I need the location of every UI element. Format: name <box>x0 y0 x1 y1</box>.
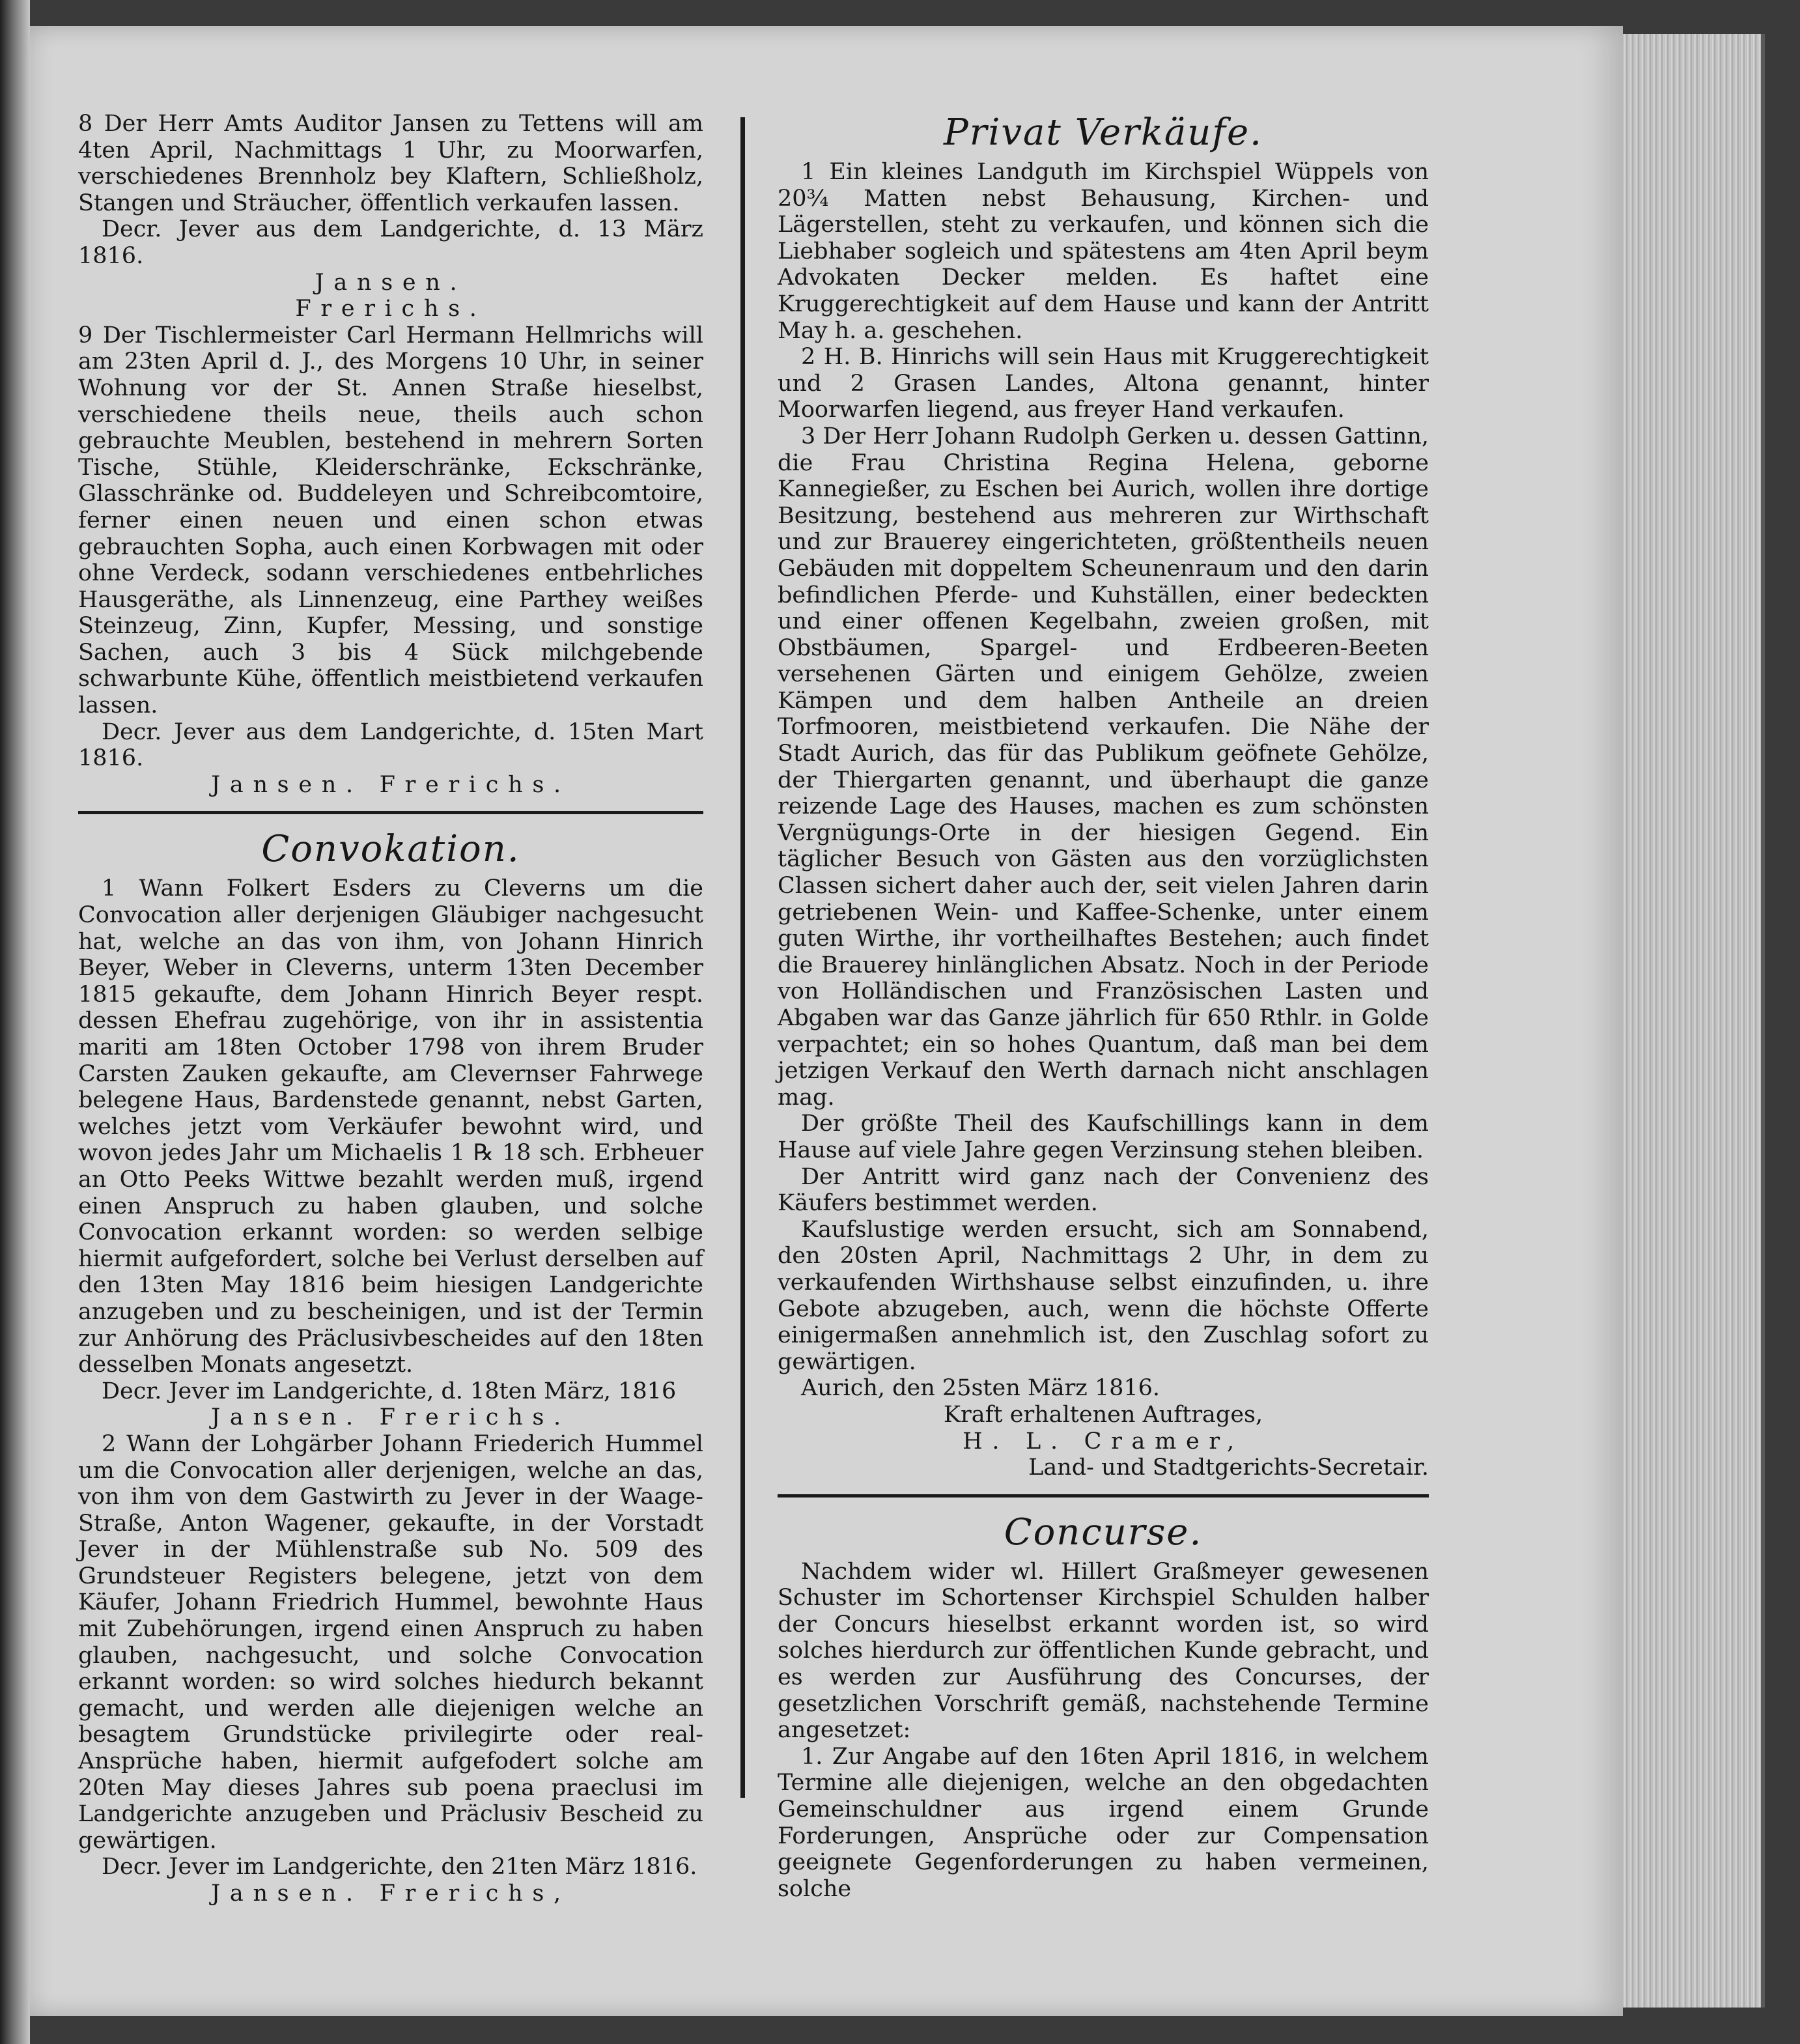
book-spine-left <box>0 0 30 2044</box>
convocation-2-text: 2 Wann der Lohgärber Johann Friederich Hummel um die Convocation aller derjenigen, welche an das, von ihm von dem Gastwirth zu Jever in der Waage-Straße, Anton Wagener, gekaufte, in der Vorstadt Jever in der Mühlenstraße sub No. 509 des Grundsteuer Registers belegene, jetzt von dem Käufer, Johann Friedrich Hummel, bewohnte Haus mit Zubehörungen, irgend einen Anspruch zu haben glauben, nachgesucht, und solche Convocation erkannt worden: so wird solches hiedurch bekannt gemacht, und werden alle diejenigen welche an besagtem Grundstücke privilegirte oder real-Ansprüche haben, hiermit aufgefodert solche am 20ten May dieses Jahres sub poena praeclusi im Landgerichte anzugeben und Präclusiv Bescheid zu gewärtigen. <box>78 1430 703 1854</box>
right-column <box>778 104 1429 1902</box>
left-column <box>78 111 703 1907</box>
notice-8-decree: Decr. Jever aus dem Landgerichte, d. 13 März 1816. <box>78 216 703 269</box>
concurse-text: Nachdem wider wl. Hillert Graßmeyer gewesenen Schuster im Schortenser Kirchspiel Schulden halber der Concurs hieselbst erkannt worden ist, so wird solches hierdurch zur öffentlichen Kunde gebracht, und es werden zur Ausführung des Concurses, der gesetzlichen Vorschrift gemäß, nachstehende Termine angesetzet: <box>778 1558 1429 1744</box>
section-rule-right <box>778 1494 1429 1498</box>
sale-signer: H. L. Cramer, <box>963 1428 1244 1455</box>
notice-8-signature-1: Jansen. <box>315 269 467 296</box>
sale-place-date: Aurich, den 25sten März 1816. <box>801 1375 1160 1402</box>
sale-signer-title: Land- und Stadtgerichts-Secretair. <box>1028 1455 1429 1481</box>
convocation-1-decree: Decr. Jever im Landgerichte, d. 18ten März, 1816 <box>102 1378 677 1404</box>
privat-verkaeufe-heading: Privat Verkäufe. <box>944 111 1263 154</box>
book-page-edges <box>1623 34 1765 2008</box>
sale-item-2: 2 H. B. Hinrichs will sein Haus mit Kruggerechtigkeit und 2 Grasen Landes, Altona genannt, hinter Moorwarfen liegend, aus freyer Hand verkaufen. <box>778 344 1429 423</box>
convocation-2-decree: Decr. Jever im Landgerichte, den 21ten März 1816. <box>102 1854 697 1881</box>
sale-item-3: 3 Der Herr Johann Rudolph Gerken u. dessen Gattinn, die Frau Christina Regina Helena, geborne Kannegießer, zu Eschen bei Aurich, wollen ihre dortige Besitzung, bestehend aus mehreren zur Wirthschaft und zur Brauerey eingerichteten, größtentheils neuen Gebäuden mit doppeltem Scheunenraum und den darin befindlichen Pferde- und Kuhställen, einer bedeckten und einer offenen Kegelbahn, zweien großen, mit Obstbäumen, Spargel- und Erdbeeren-Beeten versehenen Gärten und einigem Gehölze, zweien Kämpen und dem halben Antheile an dreien Torfmooren, meistbietend verkaufen. Die Nähe der Stadt Aurich, das für das Publikum geöfnete Gehölze, der Thiergarten genannt, und überhaupt die ganze reizende Lage des Hauses, machen es zum schönsten Vergnügungs-Orte in der hiesigen Gegend. Ein täglicher Besuch von Gästen aus den vorzüglichsten Classen sichert daher auch der, seit vielen Jahren darin getriebenen Wein- und Kaffee-Schenke, unter einem guten Wirthe, ihr vortheilhaftes Bestehen; auch findet die Brauerey hinlänglichen Absatz. Noch in der Periode von Holländischen und Französischen Lasten und Abgaben war das Ganze jährlich für 650 Rthlr. in Golde verpachtet; ein so hohes Quantum, daß man bei dem jetzigen Verkauf den Werth darnach nicht anschlagen mag. <box>778 423 1429 1111</box>
sale-item-1: 1 Ein kleines Landguth im Kirchspiel Wüppels von 20¾ Matten nebst Behausung, Kirchen- und Lägerstellen, steht zu verkaufen, und können sich die Liebhaber sogleich und spätestens am 4ten April beym Advokaten Decker melden. Es haftet eine Kruggerechtigkeit auf dem Hause und kann der Antritt May h. a. geschehen. <box>778 159 1429 344</box>
notice-9-signature: Jansen. Frerichs. <box>211 771 570 798</box>
convocation-2-signature: Jansen. Frerichs, <box>211 1881 570 1907</box>
sale-item-3-bidders: Kaufslustige werden ersucht, sich am Sonnabend, den 20sten April, Nachmittags 2 Uhr, in dem zu verkaufenden Wirthshause selbst einzufinden, u. ihre Gebote abzugeben, auch, wenn die höchste Offerte einigermaßen annehmlich ist, den Zuschlag sofort zu gewärtigen. <box>778 1216 1429 1375</box>
convocation-1-signature: Jansen. Frerichs. <box>211 1404 570 1431</box>
section-rule <box>78 811 703 814</box>
concurse-heading: Concurse. <box>1004 1511 1203 1554</box>
convocation-1-text: 1 Wann Folkert Esders zu Cleverns um die Convocation aller derjenigen Gläubiger nachgesucht hat, welche an das von ihm, von Johann Hinrich Beyer, Weber in Cleverns, unterm 13ten December 1815 gekaufte, dem Johann Hinrich Beyer respt. dessen Ehefrau zugehörige, von ihr in assistentia mariti am 18ten October 1798 von ihrem Bruder Carsten Zauken gekaufte, am Clevernser Fahrwege belegene Haus, Bardenstede genannt, nebst Garten, welches jetzt vom Verkäufer bewohnt wird, und wovon jedes Jahr um Michaelis 1 ℞ 18 sch. Erbheuer an Otto Peeks Wittwe bezahlt werden muß, irgend einen Anspruch zu haben glauben, und solche Convocation erkannt worden: so werden selbige hiermit aufgefordert, solche bei Verlust derselben auf den 13ten May 1816 beim hiesigen Landgerichte anzugeben und zu bescheinigen, und ist der Termin zur Anhörung des Präclusivbescheides auf den 18ten desselben Monats angesetzt. <box>78 875 703 1378</box>
sale-item-3-entry: Der Antritt wird ganz nach der Convenienz des Käufers bestimmet werden. <box>778 1163 1429 1217</box>
notice-8-signature-2: Frerichs. <box>295 296 486 322</box>
notice-9-text: 9 Der Tischlermeister Carl Hermann Hellmrichs will am 23ten April d. J., des Morgens 10 Uhr, in seiner Wohnung vor der St. Annen Straße hieselbst, verschiedene theils neue, theils auch schon gebrauchte Meublen, bestehend in mehrern Sorten Tische, Stühle, Kleiderschränke, Eckschränke, Glasschränke od. Buddeleyen und Schreibcomtoire, ferner einen neuen und einen schon etwas gebrauchten Sopha, auch einen Korbwagen mit oder ohne Verdeck, sodann verschiedenes entbehrliches Hausgeräthe, als Linnenzeug, eine Parthey weißes Steinzeug, Zinn, Kupfer, Messing, und sonstige Sachen, auch 3 bis 4 Sück milchgebende schwarbunte Kühe, öffentlich meistbietend verkaufen lassen. <box>78 322 703 719</box>
notice-9-decree: Decr. Jever aus dem Landgerichte, d. 15ten Mart 1816. <box>78 718 703 772</box>
column-divider <box>740 117 745 1798</box>
convocation-heading: Convokation. <box>261 828 520 871</box>
notice-8-text: 8 Der Herr Amts Auditor Jansen zu Tettens will am 4ten April, Nachmittags 1 Uhr, zu Moorwarfen, verschiedenes Brennholz bey Klaftern, Schließholz, Stangen und Sträucher, öffentlich verkaufen lassen. <box>78 111 703 216</box>
sale-authority: Kraft erhaltenen Auftrages, <box>943 1401 1263 1428</box>
concurse-term-1: 1. Zur Angabe auf den 16ten April 1816, in welchem Termine alle diejenigen, welche an den obgedachten Gemeinschuldner aus irgend einem Grunde Forderungen, Ansprüche oder zur Compensation geeignete Gegenforderungen zu haben vermeinen, solche <box>778 1743 1429 1902</box>
sale-item-3-purchase-money: Der größte Theil des Kaufschillings kann in dem Hause auf viele Jahre gegen Verzinsung stehen bleiben. <box>778 1111 1429 1163</box>
